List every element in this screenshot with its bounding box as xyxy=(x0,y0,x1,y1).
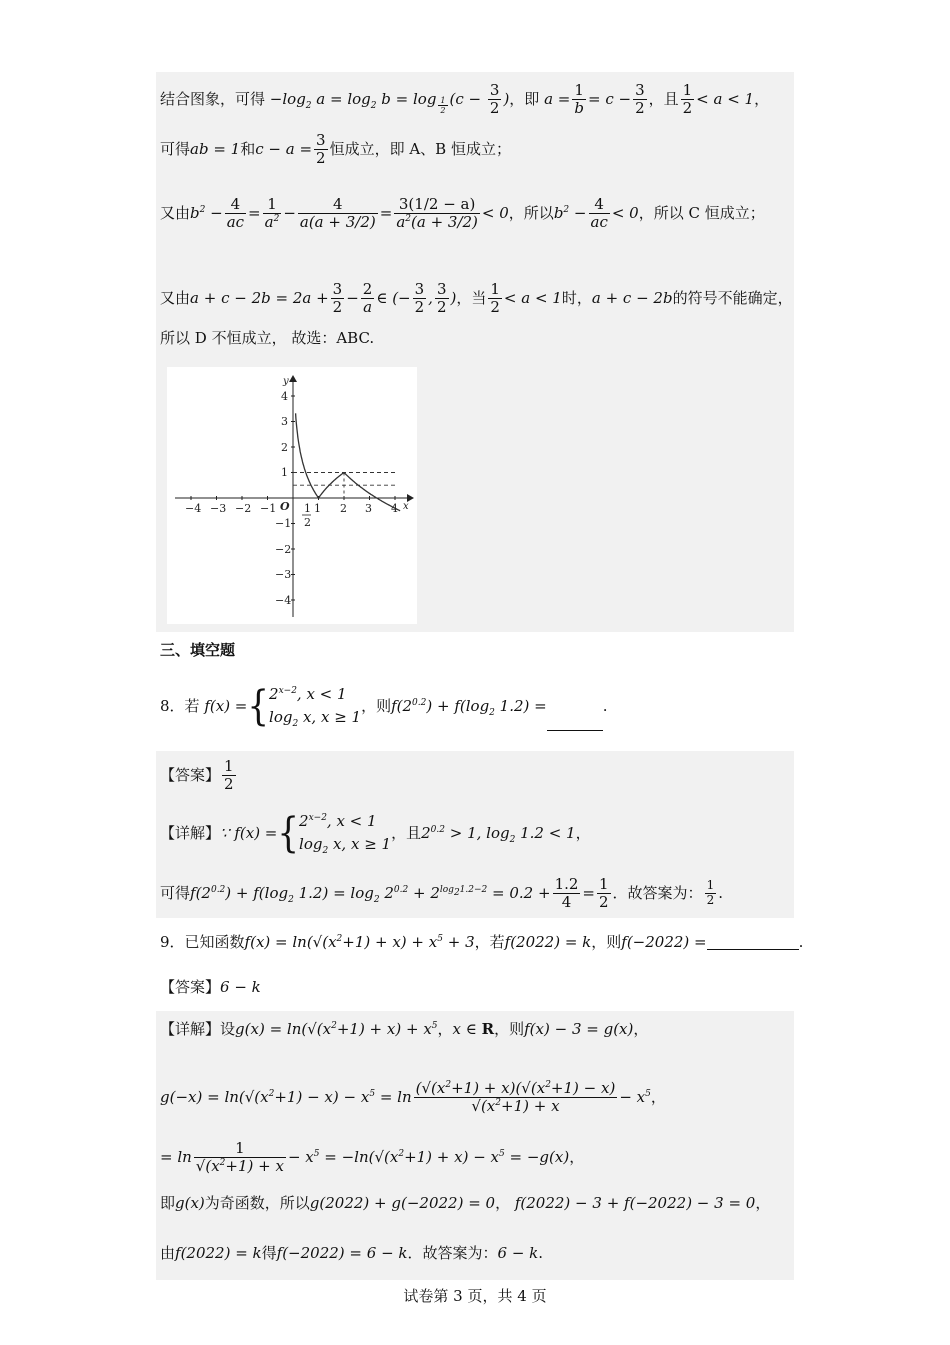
y-tick-label: −4 xyxy=(275,594,292,607)
section-heading: 三、填空题 xyxy=(160,641,236,659)
x-tick-label: −2 xyxy=(235,502,252,515)
question-9: 9．已知函数$f(x) = \ln(√(x^2+1) + x) + x^5 + 3$，若f(2022) = k，则f(−2022) = . xyxy=(160,933,804,951)
detail-8-line-2: 可得$f(2^{0.2}) + f(\log_2$ $1.2) = \log_2 2^{0.2} + 2^{log_21.2-2} = 0.2$ + $\frac{1.2}{4}$ = $\frac{1}{2}$ ．故答案为： $\frac{1}{2}$ . xyxy=(160,875,723,912)
solution-7-line-2: 可得ab = 1和c − a = $\frac{3}{2}$ 恒成立，即 A、B 恒成立； xyxy=(160,131,511,168)
y-tick-label: −3 xyxy=(275,568,292,581)
x-tick-label: 3 xyxy=(365,502,372,515)
half-label-num: 1 xyxy=(304,502,311,515)
detail-9-line-4: 即g(x)为奇函数，所以g(2022) + g(−2022) = 0， f(2022) − 3 + f(−2022) − 3 = 0， xyxy=(160,1194,771,1212)
solution-7-line-4: 又由a + c − 2b = 2a + $\frac{3}{2}$ − $\frac{2}{a}$ ∈ (− $\frac{3}{2}$ , $\frac{3}{2}$ )，当 $\frac{1}{2}$ < a < 1时，a + c − 2b的符号不能确定， xyxy=(160,280,793,317)
y-axis-label: y xyxy=(283,376,289,387)
answer-8: 【答案】 $\frac{1}{2}$ xyxy=(160,757,234,794)
y-tick-label: −1 xyxy=(275,517,292,530)
y-axis-arrow xyxy=(289,375,297,382)
solution-7-line-5: 所以 D 不恒成立， 故选：ABC. xyxy=(160,329,375,347)
solution-7-line-1: 结合图象，可得 $-\log_2$ $a = \log_2 b = \log$ $_{\frac{1}{2}}$ (c − $\frac{3}{2}$ )，即 a = $\frac{1}{b}$ = c − $\frac{3}{2}$ ，且 $\frac{1}{2}$ < a < 1， xyxy=(160,81,770,118)
origin-label: O xyxy=(280,500,290,513)
detail-8-line-1: 【详解】∵ $f(x) =\{2^{x-2}$, x < 1 $\log_2 x$, x ≥ 1，且$2^{0.2} > 1$, $\log_2 1.2 < 1$， xyxy=(160,810,591,858)
detail-9-line-5: 由f(2022) = k得f(−2022) = 6 − k．故答案为：6 − k. xyxy=(160,1244,544,1262)
y-tick-label: 4 xyxy=(281,390,288,403)
answer-9: 【答案】6 − k xyxy=(160,978,261,996)
x-tick-label: −4 xyxy=(185,502,202,515)
x-tick-label: 1 xyxy=(314,502,321,515)
x-tick-label: 4 xyxy=(391,502,398,515)
x-tick-label: 2 xyxy=(340,502,347,515)
y-tick-label: 2 xyxy=(281,441,288,454)
detail-9-line-3: = ln $\frac{1}{√(x^2+1) + x}$ − $x^5 = -\ln(√(x^2+1) + x) - x^5 = -g(x)$， xyxy=(160,1139,585,1176)
half-label-den: 2 xyxy=(304,516,311,529)
y-tick-label: 3 xyxy=(281,415,288,428)
question-8: 8．若 $f(x) =\{2^{x-2}$, x < 1 $\log_2 x$, x ≥ 1，则$f(2^{0.2}) + f(\log_2$ 1.2) = . xyxy=(160,683,608,731)
x-tick-label: −1 xyxy=(260,502,277,515)
detail-9-line-1: 【详解】设$g(x) = \ln(√(x^2+1) + x) + x^5$，x ∈ R，则f(x) − 3 = g(x)， xyxy=(160,1020,649,1038)
graph-svg xyxy=(167,367,417,624)
x-tick-label: −3 xyxy=(210,502,227,515)
function-graph xyxy=(167,367,417,624)
page-footer: 试卷第 3 页，共 4 页 xyxy=(403,1287,547,1305)
y-tick-label: 1 xyxy=(281,466,288,479)
y-tick-label: −2 xyxy=(275,543,292,556)
x-axis-label: x xyxy=(403,501,409,512)
detail-9-line-2: $g(-x) = \ln(√(x^2+1) - x) - x^5 = \ln$ $\frac{(√(x^2+1) + x)(√(x^2+1) - x)}{√(x^2+1) + x}$ − $x^5$， xyxy=(160,1079,666,1116)
solution-7-line-3: 又由$b^2$ − $\frac{4}{ac}$ = $\frac{1}{a^2}$ − $\frac{4}{a(a + 3/2)}$ = $\frac{3(1/2 - a)}{a^2(a + 3/2)}$ < 0，所以$b^2$ − $\frac{4}{ac}$ < 0，所以 C 恒成立； xyxy=(160,195,765,232)
